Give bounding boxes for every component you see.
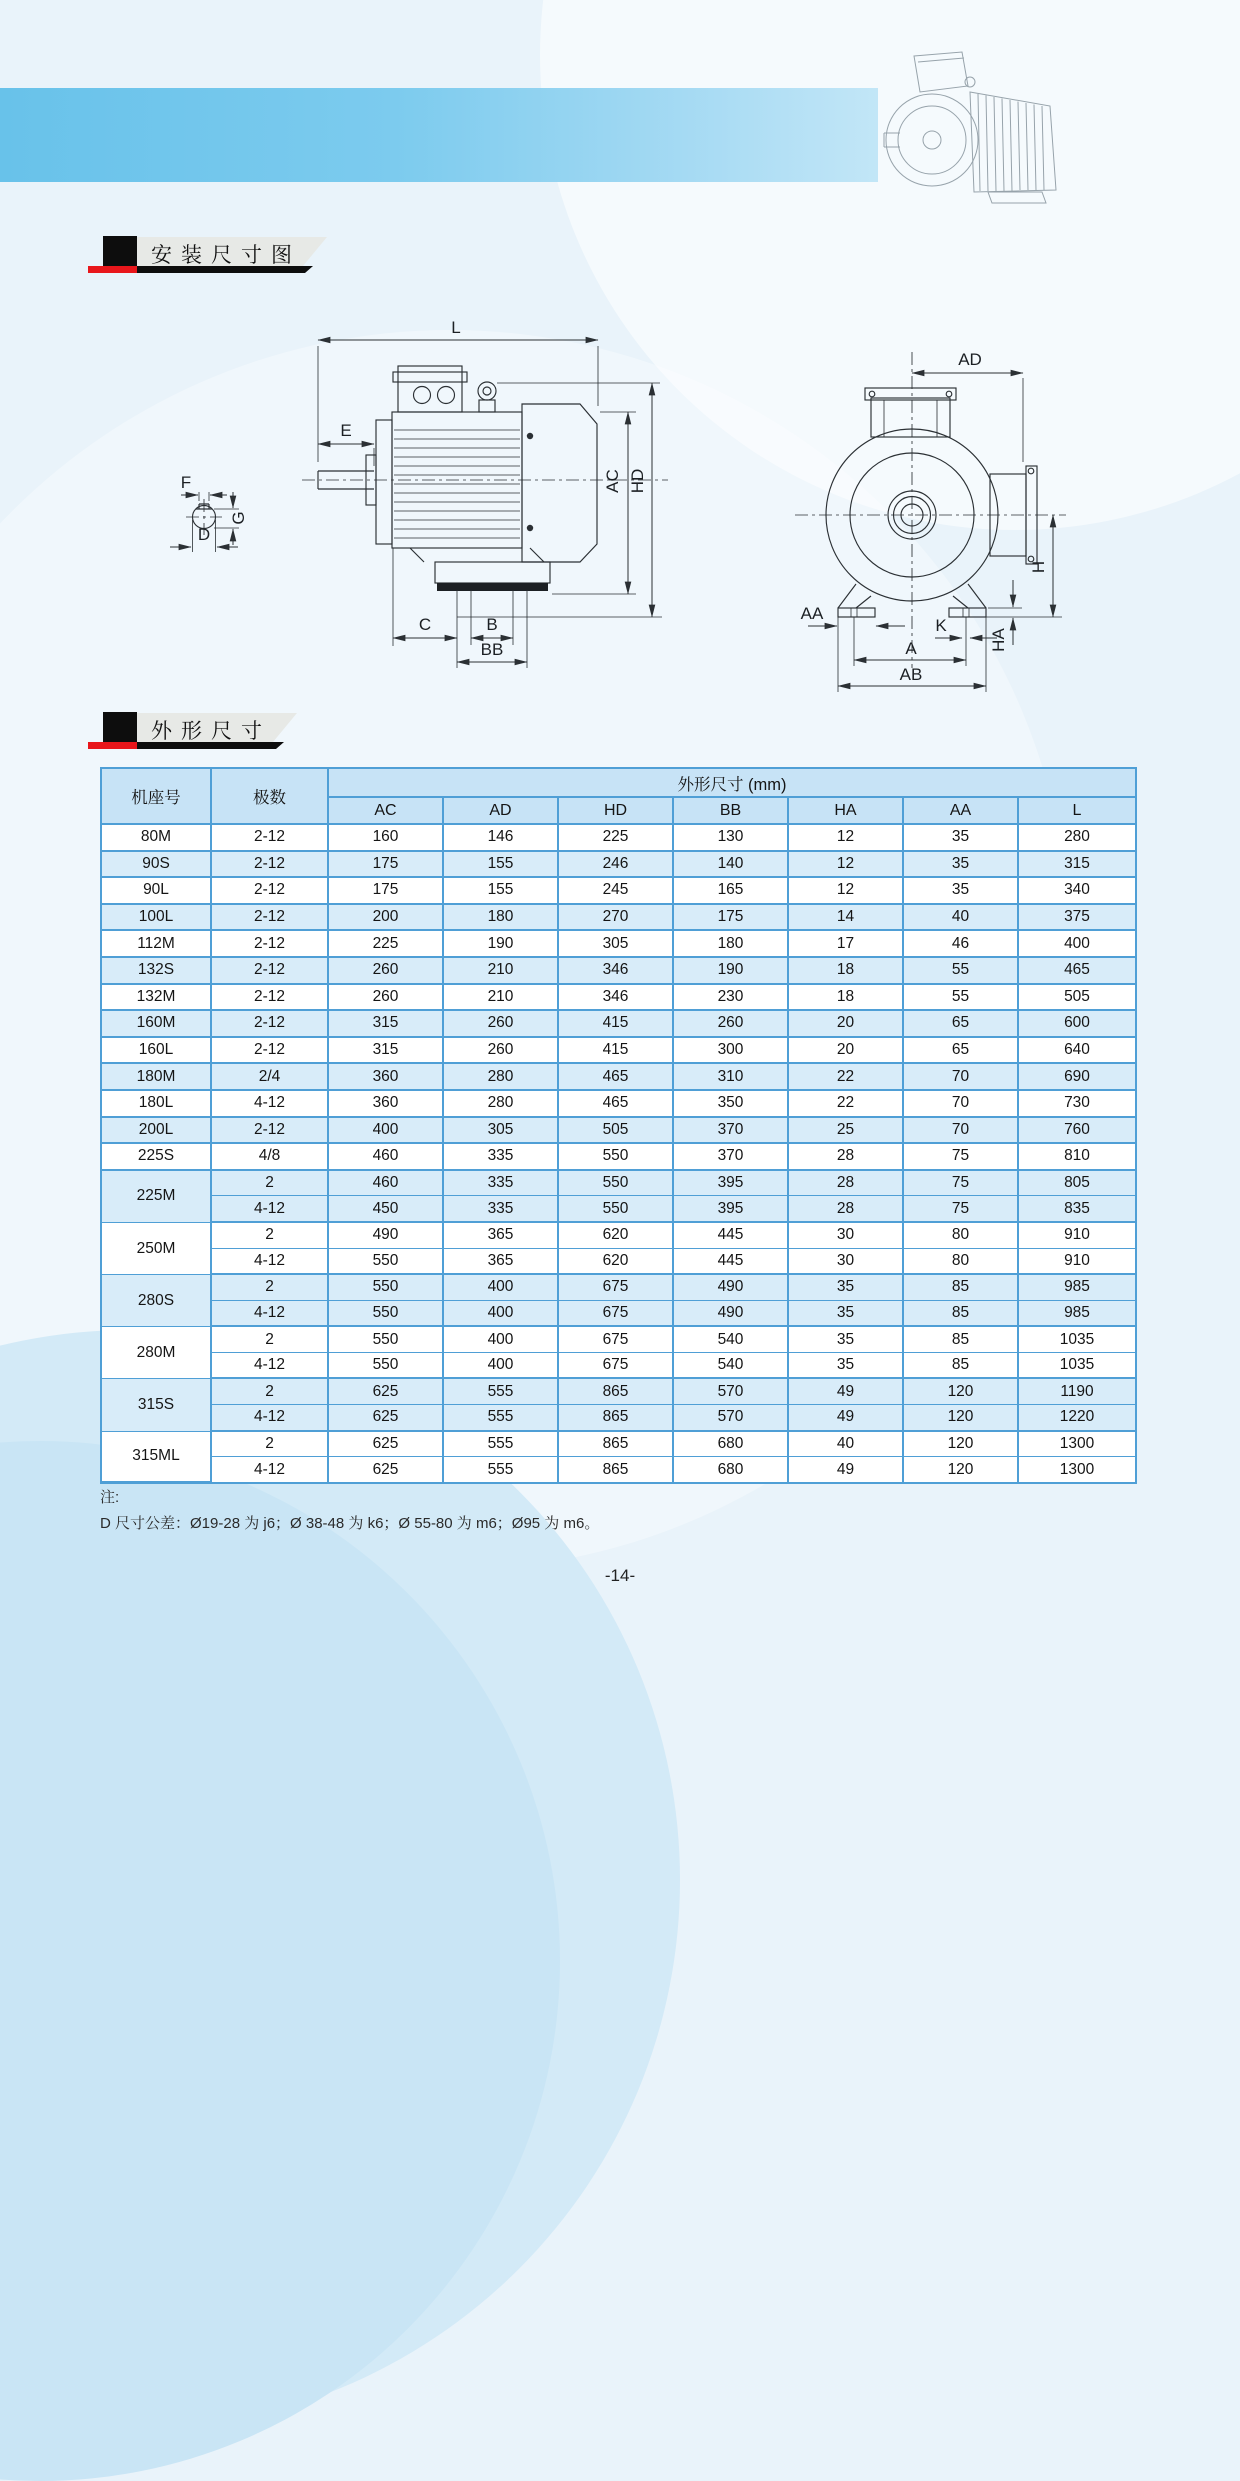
dim-cell: 1035 (1019, 1327, 1135, 1353)
outline-dimensions-table (100, 767, 1137, 1484)
frame-cell: 90L (102, 878, 212, 905)
dim-cell: 210 (444, 985, 559, 1012)
dim-cell: 910 (1019, 1249, 1135, 1276)
dim-cell: 730 (1019, 1091, 1135, 1118)
table-row (102, 825, 1135, 852)
dim-cell: 550 (329, 1327, 444, 1353)
dim-cell: 450 (329, 1196, 444, 1223)
frame-cell: 225M (102, 1171, 212, 1223)
dim-cell: 490 (674, 1275, 789, 1301)
dim-cell: 190 (674, 958, 789, 985)
table-row (102, 1144, 1135, 1171)
dim-cell: 180 (444, 905, 559, 932)
dim-cell: 335 (444, 1144, 559, 1171)
dim-cell: 25 (789, 1118, 904, 1145)
red-accent-bar (88, 742, 138, 749)
poles-cell: 2-12 (212, 905, 329, 932)
dim-cell: 865 (559, 1405, 674, 1432)
dim-cell: 75 (904, 1144, 1019, 1171)
dim-cell: 225 (559, 825, 674, 852)
dim-cell: 180 (674, 931, 789, 958)
dim-cell: 35 (789, 1353, 904, 1380)
dim-cell: 550 (329, 1353, 444, 1380)
dim-cell: 160 (329, 825, 444, 852)
dim-cell: 465 (559, 1064, 674, 1091)
dim-cell: 130 (674, 825, 789, 852)
poles-cell: 2-12 (212, 1118, 329, 1145)
dim-label-D: D (197, 525, 211, 544)
dim-cell: 175 (329, 852, 444, 879)
poles-cell: 2-12 (212, 878, 329, 905)
col-dim: BB (674, 798, 789, 825)
dim-cell: 490 (329, 1223, 444, 1249)
table-row (102, 958, 1135, 985)
dim-cell: 300 (674, 1038, 789, 1065)
poles-cell: 2/4 (212, 1064, 329, 1091)
dim-label-F: F (180, 473, 192, 492)
dim-cell: 35 (789, 1275, 904, 1301)
dim-cell: 35 (789, 1301, 904, 1328)
dim-cell: 550 (329, 1301, 444, 1328)
dim-label-H: H (1029, 560, 1048, 574)
poles-cell: 2-12 (212, 1011, 329, 1038)
poles-cell: 2 (212, 1379, 329, 1405)
dim-cell: 400 (444, 1327, 559, 1353)
dim-cell: 400 (329, 1118, 444, 1145)
table-row (102, 985, 1135, 1012)
poles-cell: 2-12 (212, 825, 329, 852)
dim-label-G: G (229, 511, 248, 525)
dim-cell: 85 (904, 1275, 1019, 1301)
dim-cell: 80 (904, 1249, 1019, 1276)
poles-cell: 2-12 (212, 985, 329, 1012)
frame-cell: 180M (102, 1064, 212, 1091)
dim-cell: 540 (674, 1353, 789, 1380)
poles-cell: 2 (212, 1223, 329, 1249)
dim-cell: 810 (1019, 1144, 1135, 1171)
dim-label-BB: BB (480, 640, 504, 659)
dim-cell: 395 (674, 1196, 789, 1223)
poles-cell: 2 (212, 1327, 329, 1353)
poles-cell: 2-12 (212, 958, 329, 985)
dim-cell: 190 (444, 931, 559, 958)
dim-cell: 335 (444, 1171, 559, 1197)
dim-cell: 315 (1019, 852, 1135, 879)
dim-cell: 46 (904, 931, 1019, 958)
dim-cell: 505 (559, 1118, 674, 1145)
table-row (102, 1405, 1135, 1432)
table-row (102, 1038, 1135, 1065)
dim-cell: 120 (904, 1379, 1019, 1405)
dim-cell: 55 (904, 958, 1019, 985)
dim-cell: 280 (444, 1091, 559, 1118)
col-dim: HD (559, 798, 674, 825)
poles-cell: 2 (212, 1432, 329, 1458)
table-row (102, 1091, 1135, 1118)
dim-cell: 270 (559, 905, 674, 932)
dim-cell: 555 (444, 1405, 559, 1432)
poles-cell: 4-12 (212, 1249, 329, 1276)
frame-cell: 315ML (102, 1432, 212, 1482)
dim-cell: 260 (329, 958, 444, 985)
dim-cell: 400 (1019, 931, 1135, 958)
dim-cell: 465 (1019, 958, 1135, 985)
table-row (102, 1118, 1135, 1145)
table-row (102, 1223, 1135, 1249)
table-row (102, 1353, 1135, 1380)
page-number: -14- (604, 1566, 636, 1585)
dim-cell: 20 (789, 1038, 904, 1065)
black-square-icon (103, 712, 137, 742)
dim-cell: 315 (329, 1038, 444, 1065)
dim-cell: 675 (559, 1327, 674, 1353)
dim-label-A: A (905, 639, 917, 658)
frame-cell: 90S (102, 852, 212, 879)
dim-cell: 70 (904, 1091, 1019, 1118)
dim-cell: 360 (329, 1064, 444, 1091)
poles-cell: 4-12 (212, 1196, 329, 1223)
dim-cell: 910 (1019, 1223, 1135, 1249)
dim-cell: 865 (559, 1432, 674, 1458)
dim-cell: 30 (789, 1249, 904, 1276)
frame-cell: 250M (102, 1223, 212, 1275)
col-dim: L (1019, 798, 1135, 825)
dim-cell: 35 (904, 852, 1019, 879)
dim-cell: 22 (789, 1064, 904, 1091)
dim-cell: 155 (444, 852, 559, 879)
dim-cell: 1035 (1019, 1353, 1135, 1380)
dimension-drawing (85, 320, 1085, 700)
side-view-drawing (302, 320, 668, 668)
dim-label-HA: HA (989, 628, 1008, 652)
poles-cell: 4-12 (212, 1301, 329, 1328)
table-row (102, 1249, 1135, 1276)
dim-cell: 210 (444, 958, 559, 985)
dim-cell: 28 (789, 1196, 904, 1223)
dim-cell: 445 (674, 1249, 789, 1276)
dim-cell: 200 (329, 905, 444, 932)
outline-table-body (102, 825, 1135, 1482)
frame-cell: 100L (102, 905, 212, 932)
dim-cell: 465 (559, 1091, 674, 1118)
table-row (102, 905, 1135, 932)
col-dim: AA (904, 798, 1019, 825)
dim-cell: 415 (559, 1011, 674, 1038)
dim-cell: 85 (904, 1327, 1019, 1353)
dim-cell: 14 (789, 905, 904, 932)
dim-cell: 445 (674, 1223, 789, 1249)
dim-cell: 35 (789, 1327, 904, 1353)
col-frame: 机座号 (102, 769, 212, 825)
dim-label-E: E (340, 421, 352, 440)
dim-cell: 365 (444, 1249, 559, 1276)
frame-cell: 280S (102, 1275, 212, 1327)
table-row (102, 1327, 1135, 1353)
dim-cell: 555 (444, 1432, 559, 1458)
note-title: 注: (100, 1489, 120, 1506)
dim-cell: 620 (559, 1249, 674, 1276)
dim-cell: 835 (1019, 1196, 1135, 1223)
dim-cell: 625 (329, 1432, 444, 1458)
dim-cell: 675 (559, 1301, 674, 1328)
dim-cell: 140 (674, 852, 789, 879)
col-dim: AD (444, 798, 559, 825)
dim-label-C: C (418, 615, 432, 634)
dim-cell: 70 (904, 1064, 1019, 1091)
dim-cell: 175 (329, 878, 444, 905)
dim-cell: 28 (789, 1144, 904, 1171)
dim-cell: 1190 (1019, 1379, 1135, 1405)
dim-cell: 30 (789, 1223, 904, 1249)
dim-cell: 305 (444, 1118, 559, 1145)
dim-cell: 155 (444, 878, 559, 905)
frame-cell: 225S (102, 1144, 212, 1171)
dim-cell: 490 (674, 1301, 789, 1328)
dim-cell: 570 (674, 1405, 789, 1432)
table-row (102, 1379, 1135, 1405)
dim-cell: 65 (904, 1011, 1019, 1038)
dim-label-B: B (486, 615, 498, 634)
poles-cell: 4-12 (212, 1457, 329, 1482)
dim-label-AD: AD (958, 350, 982, 369)
dim-cell: 505 (1019, 985, 1135, 1012)
frame-cell: 112M (102, 931, 212, 958)
table-row (102, 1011, 1135, 1038)
dim-cell: 346 (559, 958, 674, 985)
dim-label-HD: HD (628, 468, 647, 494)
dim-cell: 35 (904, 825, 1019, 852)
dim-cell: 400 (444, 1301, 559, 1328)
dim-cell: 85 (904, 1353, 1019, 1380)
dim-cell: 550 (559, 1196, 674, 1223)
dim-cell: 315 (329, 1011, 444, 1038)
dim-cell: 70 (904, 1118, 1019, 1145)
frame-cell: 315S (102, 1379, 212, 1431)
dim-cell: 340 (1019, 878, 1135, 905)
col-poles: 极数 (212, 769, 329, 825)
dim-cell: 680 (674, 1457, 789, 1482)
col-dim: HA (789, 798, 904, 825)
dim-cell: 120 (904, 1405, 1019, 1432)
dim-cell: 260 (674, 1011, 789, 1038)
table-row (102, 878, 1135, 905)
dim-cell: 35 (904, 878, 1019, 905)
dim-cell: 555 (444, 1457, 559, 1482)
dim-cell: 17 (789, 931, 904, 958)
dim-cell: 625 (329, 1379, 444, 1405)
frame-cell: 180L (102, 1091, 212, 1118)
poles-cell: 2 (212, 1275, 329, 1301)
table-row (102, 1064, 1135, 1091)
dim-cell: 246 (559, 852, 674, 879)
table-row (102, 1457, 1135, 1482)
dim-cell: 120 (904, 1432, 1019, 1458)
dim-cell: 260 (444, 1038, 559, 1065)
dim-cell: 550 (559, 1144, 674, 1171)
frame-cell: 80M (102, 825, 212, 852)
poles-cell: 4/8 (212, 1144, 329, 1171)
poles-cell: 2-12 (212, 931, 329, 958)
table-row (102, 931, 1135, 958)
dim-cell: 625 (329, 1457, 444, 1482)
table-row (102, 1301, 1135, 1328)
dim-cell: 395 (674, 1171, 789, 1197)
dim-cell: 22 (789, 1091, 904, 1118)
shaft-detail-view (170, 473, 248, 552)
dim-cell: 985 (1019, 1301, 1135, 1328)
table-row (102, 852, 1135, 879)
dim-label-AC: AC (603, 469, 622, 493)
note-tolerance: D 尺寸公差：Ø19-28 为 j6；Ø 38-48 为 k6；Ø 55-80 为 m6；Ø95 为 m6。 (100, 1515, 600, 1532)
dim-cell: 225 (329, 931, 444, 958)
dim-label-L: L (451, 320, 461, 337)
dim-cell: 12 (789, 878, 904, 905)
motor-line-art (880, 40, 1080, 218)
dim-cell: 85 (904, 1301, 1019, 1328)
dim-cell: 18 (789, 985, 904, 1012)
dim-cell: 40 (789, 1432, 904, 1458)
frame-cell: 160L (102, 1038, 212, 1065)
dim-cell: 280 (444, 1064, 559, 1091)
dim-cell: 75 (904, 1171, 1019, 1197)
dim-cell: 550 (329, 1249, 444, 1276)
dim-cell: 805 (1019, 1171, 1135, 1197)
dim-cell: 80 (904, 1223, 1019, 1249)
dim-cell: 570 (674, 1379, 789, 1405)
dim-cell: 335 (444, 1196, 559, 1223)
header-band (0, 88, 878, 182)
dim-cell: 146 (444, 825, 559, 852)
dim-cell: 65 (904, 1038, 1019, 1065)
section-header-outline (88, 712, 448, 752)
dim-cell: 175 (674, 905, 789, 932)
front-view-drawing (795, 350, 1066, 692)
dim-cell: 690 (1019, 1064, 1135, 1091)
dim-cell: 1300 (1019, 1432, 1135, 1458)
dim-cell: 600 (1019, 1011, 1135, 1038)
dim-cell: 365 (444, 1223, 559, 1249)
dim-cell: 12 (789, 825, 904, 852)
col-dim: AC (329, 798, 444, 825)
dim-label-K: K (935, 616, 947, 635)
frame-cell: 132M (102, 985, 212, 1012)
dim-cell: 460 (329, 1144, 444, 1171)
dim-label-AA: AA (800, 604, 824, 623)
dim-cell: 346 (559, 985, 674, 1012)
dim-cell: 280 (1019, 825, 1135, 852)
dim-cell: 260 (444, 1011, 559, 1038)
dim-cell: 460 (329, 1171, 444, 1197)
dim-cell: 640 (1019, 1038, 1135, 1065)
dim-cell: 415 (559, 1038, 674, 1065)
dim-cell: 75 (904, 1196, 1019, 1223)
dim-cell: 680 (674, 1432, 789, 1458)
dim-cell: 375 (1019, 905, 1135, 932)
dim-cell: 120 (904, 1457, 1019, 1482)
dim-cell: 620 (559, 1223, 674, 1249)
dim-cell: 865 (559, 1457, 674, 1482)
dim-cell: 350 (674, 1091, 789, 1118)
dim-cell: 28 (789, 1171, 904, 1197)
dim-cell: 400 (444, 1353, 559, 1380)
col-group-outline-mm: 外形尺寸 (mm) (329, 769, 1135, 798)
table-row (102, 1275, 1135, 1301)
poles-cell: 2-12 (212, 1038, 329, 1065)
dim-cell: 305 (559, 931, 674, 958)
dim-cell: 245 (559, 878, 674, 905)
table-row (102, 1196, 1135, 1223)
dim-cell: 49 (789, 1405, 904, 1432)
dim-cell: 550 (329, 1275, 444, 1301)
dim-cell: 675 (559, 1275, 674, 1301)
dim-cell: 260 (329, 985, 444, 1012)
dim-cell: 400 (444, 1275, 559, 1301)
section-title: 安装尺寸图 (151, 244, 301, 267)
dim-cell: 18 (789, 958, 904, 985)
dim-cell: 165 (674, 878, 789, 905)
dim-cell: 370 (674, 1118, 789, 1145)
dim-cell: 370 (674, 1144, 789, 1171)
dim-cell: 55 (904, 985, 1019, 1012)
dim-label-AB: AB (899, 665, 923, 684)
dim-cell: 12 (789, 852, 904, 879)
dim-cell: 310 (674, 1064, 789, 1091)
poles-cell: 4-12 (212, 1091, 329, 1118)
table-header-row (102, 769, 1135, 798)
dim-cell: 555 (444, 1379, 559, 1405)
frame-cell: 160M (102, 1011, 212, 1038)
poles-cell: 2-12 (212, 852, 329, 879)
dim-cell: 625 (329, 1405, 444, 1432)
dim-cell: 40 (904, 905, 1019, 932)
section-title: 外形尺寸 (151, 720, 271, 743)
dim-cell: 1220 (1019, 1405, 1135, 1432)
dim-cell: 540 (674, 1327, 789, 1353)
red-accent-bar (88, 266, 138, 273)
black-square-icon (103, 236, 137, 266)
poles-cell: 4-12 (212, 1353, 329, 1380)
dim-cell: 865 (559, 1379, 674, 1405)
dim-cell: 1300 (1019, 1457, 1135, 1482)
frame-cell: 132S (102, 958, 212, 985)
table-row (102, 1171, 1135, 1197)
frame-cell: 200L (102, 1118, 212, 1145)
dim-cell: 20 (789, 1011, 904, 1038)
dim-cell: 760 (1019, 1118, 1135, 1145)
section-header-installation (88, 236, 448, 276)
poles-cell: 4-12 (212, 1405, 329, 1432)
dim-cell: 230 (674, 985, 789, 1012)
table-row (102, 1432, 1135, 1458)
dim-cell: 675 (559, 1353, 674, 1380)
frame-cell: 280M (102, 1327, 212, 1379)
dim-cell: 985 (1019, 1275, 1135, 1301)
dim-cell: 550 (559, 1171, 674, 1197)
dim-cell: 360 (329, 1091, 444, 1118)
poles-cell: 2 (212, 1171, 329, 1197)
dim-cell: 49 (789, 1379, 904, 1405)
dim-cell: 49 (789, 1457, 904, 1482)
